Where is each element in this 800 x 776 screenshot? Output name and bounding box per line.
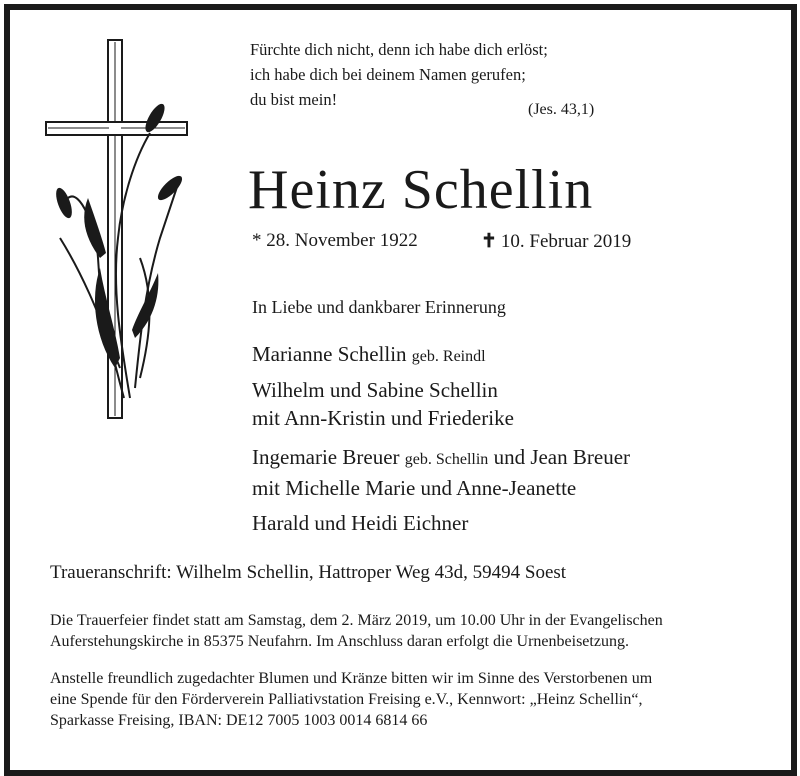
mourner-line: Wilhelm und Sabine Schellin xyxy=(252,378,498,402)
mourners-intro: In Liebe und dankbarer Erinnerung xyxy=(252,297,506,317)
death-date-block xyxy=(481,230,631,253)
mourner-name: Marianne Schellin xyxy=(252,342,407,366)
mourner-note: geb. Reindl xyxy=(411,348,486,365)
mourner-rest: und Jean Breuer xyxy=(493,445,631,469)
mourner-note: geb. Schellin xyxy=(404,451,489,468)
funeral-line-2: Auferstehungskirche in 85375 Neufahrn. Im Anschluss daran erfolgt die Urnenbeisetzung. xyxy=(50,633,629,650)
verse-reference: (Jes. 43,1) xyxy=(528,101,595,118)
verse-line-2: ich habe dich bei deinem Namen gerufen; xyxy=(250,65,526,84)
verse-line-3: du bist mein! xyxy=(250,90,338,109)
death-date: 10. Februar 2019 xyxy=(500,231,632,252)
mourner-group-2 xyxy=(252,376,514,432)
birth-date: * 28. November 1922 xyxy=(252,230,418,251)
donation-line-2: eine Spende für den Förderverein Palliativstation Freising e.V., Kennwort: „Heinz Schellin“, xyxy=(50,691,643,708)
mourner-group-3 xyxy=(252,443,630,502)
deceased-name: Heinz Schellin xyxy=(248,159,594,221)
donation-notice xyxy=(50,668,652,731)
donation-line-3: Sparkasse Freising, IBAN: DE12 7005 1003 0014 6814 66 xyxy=(50,712,428,729)
funeral-line-1: Die Trauerfeier findet statt am Samstag, dem 2. März 2019, um 10.00 Uhr in der Evangelischen xyxy=(50,612,663,629)
bible-verse xyxy=(250,37,548,112)
death-cross-icon: ✝ xyxy=(481,231,497,252)
mourner-group-1 xyxy=(252,340,486,371)
mourner-line: mit Michelle Marie und Anne-Jeanette xyxy=(252,476,577,500)
mourner-name: Ingemarie Breuer xyxy=(252,445,400,469)
mourner-group-4: Harald und Heidi Eichner xyxy=(252,511,469,535)
mourning-address: Traueranschrift: Wilhelm Schellin, Hattroper Weg 43d, 59494 Soest xyxy=(50,562,567,583)
donation-line-1: Anstelle freundlich zugedachter Blumen und Kränze bitten wir im Sinne des Verstorbenen um xyxy=(50,670,653,687)
cross-with-wheat-icon xyxy=(40,38,195,423)
verse-line-1: Fürchte dich nicht, denn ich habe dich erlöst; xyxy=(250,40,548,59)
funeral-notice xyxy=(50,610,663,652)
mourner-line: mit Ann-Kristin und Friederike xyxy=(252,406,514,430)
